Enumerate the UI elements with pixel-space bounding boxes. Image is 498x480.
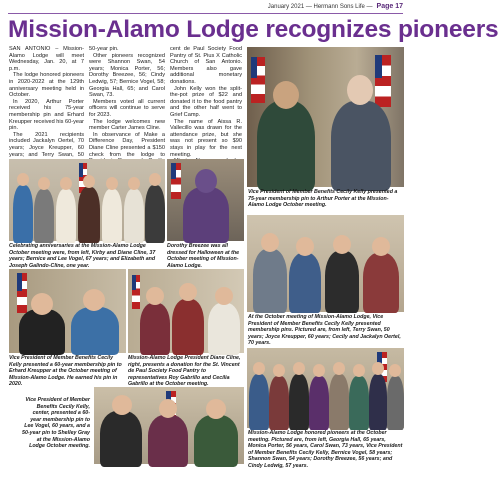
photo-check-donation bbox=[128, 269, 244, 353]
paragraph: SAN ANTONIO – Mission-Alamo Lodge will meet Wednesday, Jan. 20, at 7 p.m. bbox=[9, 46, 84, 72]
caption-honored-pioneers: Mission-Alamo Lodge honored pioneers at the October meeting. Pictured are, from left, Georgia Hall, 65 years, Monica Porter, 56 years, Carol Swan, 73 years, Vice President of Member Benefits Cecily Kelly, Bernice Vogel, 58 years; Shannon Swan, 54 years; Dorothy Breezee, 56 years; and Cindy Ledwig, 57 years. bbox=[248, 430, 403, 469]
caption-pins-presentation: At the October meeting of Mission-Alamo Lodge, Vice President of Member Benefits Cecily Kelly presented membership pins. Pictured are, from left, Terry Swan, 50 years; Joyce Kreupper, 60 years; Cecily and Jackalyn Oertel, 70 years. bbox=[248, 314, 401, 347]
caption-erhard-kreupper: Vice President of Member Benefits Cecily Kelly presented a 60-year membership pin to Erhard Kreupper at the October meeting of Mission-Alamo Lodge. He earned his pin in 2020. bbox=[9, 355, 122, 388]
headline: Mission-Alamo Lodge recognizes pioneers bbox=[8, 16, 498, 43]
photo-erhard-kreupper bbox=[9, 269, 126, 353]
photo-pins-presentation bbox=[247, 215, 404, 312]
paragraph: Other pioneers recognized were Shannon Swan, 54 years; Monica Porter, 56; Dorothy Breezee, 56; Cindy Ledwig, 57; Bernice Vogel, 58; Georgia Hall, 65; and Carol Swan, 73. bbox=[89, 52, 165, 99]
paragraph: Members voted all current officers will continue to serve for 2023. bbox=[89, 98, 165, 118]
header-rule bbox=[8, 13, 403, 14]
paragraph: John Kelly won the split-the-pot prize of $22 and donated it to the food pantry and the other half went to Grief Camp. bbox=[170, 85, 242, 118]
paragraph: The name of Aissa R. Vallecillo was drawn for the attendance prize, but she was not present so $90 stays in play for the next meeting. bbox=[170, 118, 242, 158]
photo-vogel bbox=[94, 387, 244, 464]
caption-arthur-porter: Vice President of Member Benefits Cecily Kelly presented a 75-year membership pin to Arthur Porter at the Mission-Alamo Lodge October meeting. bbox=[248, 189, 398, 209]
photo-anniversary-group bbox=[9, 159, 165, 241]
paragraph: 50-year pin. bbox=[89, 46, 119, 52]
paragraph: The lodge honored pioneers in 2020-2022 at the 129th anniversary meeting held in October. bbox=[9, 72, 84, 99]
article-column-2 bbox=[89, 46, 165, 171]
photo-dorothy-breezee bbox=[167, 159, 244, 241]
paragraph: In 2020, Arthur Porter received his 75-year membership pin and Erhard Kreupper received his 60-year pin. bbox=[9, 98, 84, 132]
issue-line: January 2021 — Hermann Sons Life — bbox=[267, 4, 373, 10]
photo-arthur-porter bbox=[247, 47, 404, 187]
caption-anniversary-group: Celebrating anniversaries at the Mission-Alamo Lodge October meeting were, from left, Kirby and Diane Cline, 37 years; Bernice and Lee Vogel, 67 years; and Elizabeth and Joseph Galindo-Cline, one year. bbox=[9, 243, 156, 269]
paragraph: The lodge welcomes new member Carter James Cline. bbox=[89, 118, 165, 132]
caption-check-donation: Mission-Alamo Lodge President Diane Cline, right, presents a donation for the St. Vincent de Paul Society Food Pantry to representatives Roy Gabrillo and Cecilia Gabrillo at the October meeting. bbox=[128, 355, 241, 388]
page-number: Page 17 bbox=[376, 3, 403, 10]
paragraph: The 2021 recipients included Jackalyn Oertel, 70 years; Joyce Kreupper, 60 years; and Terry Swan, 50 bbox=[9, 131, 84, 158]
caption-dorothy-breezee: Dorothy Breezee was all dressed for Halloween at the October meeting of Mission-Alamo Lodge. bbox=[167, 243, 240, 269]
paragraph: cent de Paul Society Food Pantry of St. Pius X Catholic Church of San Antonio. Members also gave additional monetary donations. bbox=[170, 46, 242, 85]
photo-honored-pioneers bbox=[247, 348, 404, 428]
paragraph: In observance of Make a Difference Day, President Diane Cline presented a $150 check from the lodge to bbox=[89, 131, 165, 158]
caption-vogel: Vice President of Member Benefits Cecily Kelly, center, presented a 60-year membership pin to Lee Vogel, 60 years, and a 50-year pin to Shelley Gray at the Mission-Alamo Lodge October meeting. bbox=[22, 397, 91, 450]
